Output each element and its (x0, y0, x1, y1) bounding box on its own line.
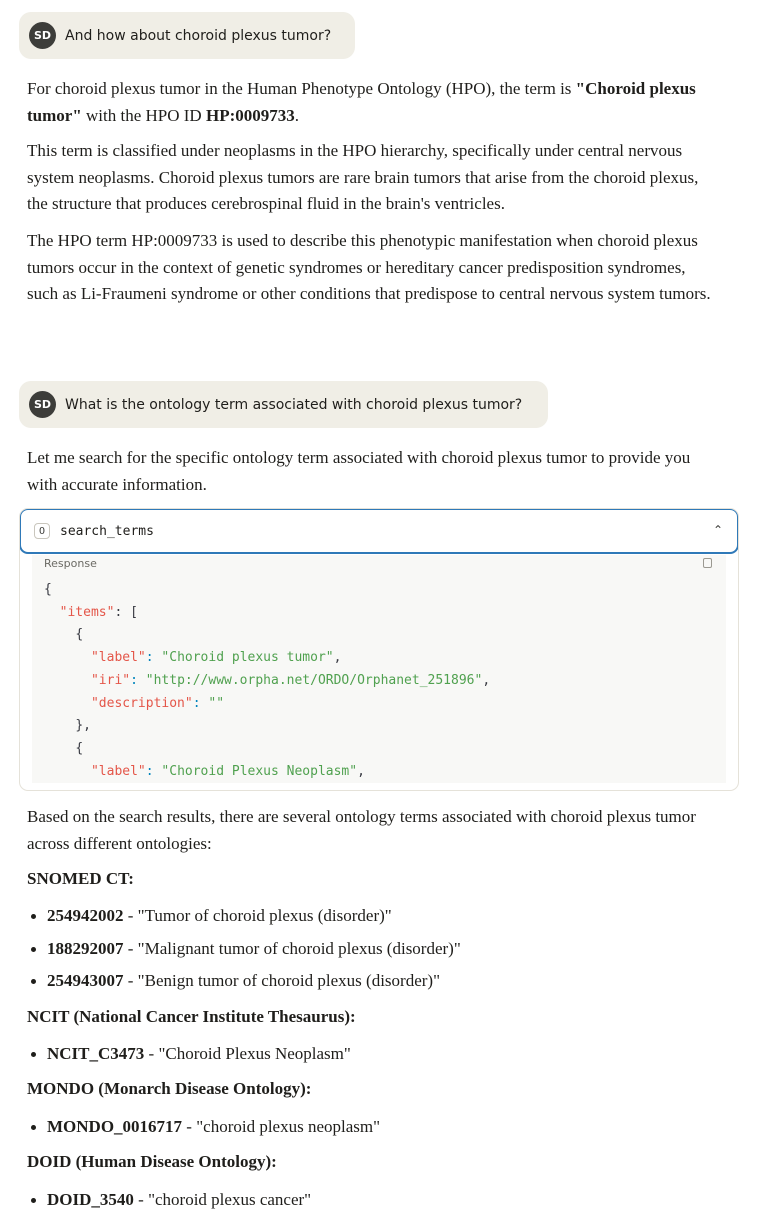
section-heading: SNOMED CT: (27, 869, 134, 888)
doid-list (27, 1189, 311, 1222)
assistant-paragraph: For choroid plexus tumor in the Human Phenotype Ontology (HPO), the term is "Choroid plexus tumor" with the HPO ID HP:0009733. (27, 79, 696, 125)
response-code: { "items": [ { "label": "Choroid plexus tumor", "iri": "http://www.orpha.net/ORDO/Orphanet_251896", "description": "" }, { "label": "Choroid Plexus Neoplasm", (44, 582, 491, 779)
chevron-up-icon[interactable]: ⌃ (712, 523, 723, 537)
list-item: MONDO_0016717 - "choroid plexus neoplasm" (27, 1116, 380, 1149)
user-avatar: SD (29, 391, 56, 418)
copy-icon[interactable] (703, 558, 712, 568)
assistant-paragraph: Let me search for the specific ontology term associated with choroid plexus tumor to provide you with accurate information. (27, 448, 691, 494)
user-message-text: And how about choroid plexus tumor? (65, 27, 332, 44)
list-item: NCIT_C3473 - "Choroid Plexus Neoplasm" (27, 1043, 351, 1076)
section-heading: MONDO (Monarch Disease Ontology): (27, 1079, 312, 1098)
list-item: DOID_3540 - "choroid plexus cancer" (27, 1189, 311, 1222)
tool-call-panel (19, 508, 739, 791)
user-message (19, 12, 355, 59)
user-message (19, 381, 548, 428)
user-avatar: SD (29, 22, 56, 49)
mondo-list (27, 1116, 380, 1149)
list-item: 254942002 - "Tumor of choroid plexus (disorder)" (27, 905, 461, 938)
assistant-paragraph: This term is classified under neoplasms in the HPO hierarchy, specifically under central nervous system neoplasms. Choroid plexus tumors are rare brain tumors that arise from the choroid plexus, the structure that produces cerebrospinal fluid in the brain's ventricles. (27, 141, 699, 213)
tool-name: search_terms (60, 523, 154, 539)
user-message-text: What is the ontology term associated with choroid plexus tumor? (65, 396, 523, 413)
section-heading: NCIT (National Cancer Institute Thesaurus): (27, 1007, 356, 1026)
tool-response (32, 555, 726, 783)
list-item: 254943007 - "Benign tumor of choroid plexus (disorder)" (27, 970, 461, 1003)
tool-call-header[interactable] (19, 508, 739, 554)
tool-icon: O (34, 523, 50, 539)
ncit-list (27, 1043, 351, 1076)
assistant-paragraph: The HPO term HP:0009733 is used to describe this phenotypic manifestation when choroid plexus tumors occur in the context of genetic syndromes or hereditary cancer predisposition syndromes, such as Li-Fraumeni syndrome or other conditions that predispose to central nervous system tumors. (27, 231, 711, 303)
section-heading: DOID (Human Disease Ontology): (27, 1152, 277, 1171)
response-label: Response (44, 557, 97, 570)
snomed-list (27, 905, 461, 1003)
list-item: 188292007 - "Malignant tumor of choroid plexus (disorder)" (27, 938, 461, 971)
assistant-paragraph: Based on the search results, there are several ontology terms associated with choroid plexus tumor across different ontologies: (27, 807, 696, 853)
